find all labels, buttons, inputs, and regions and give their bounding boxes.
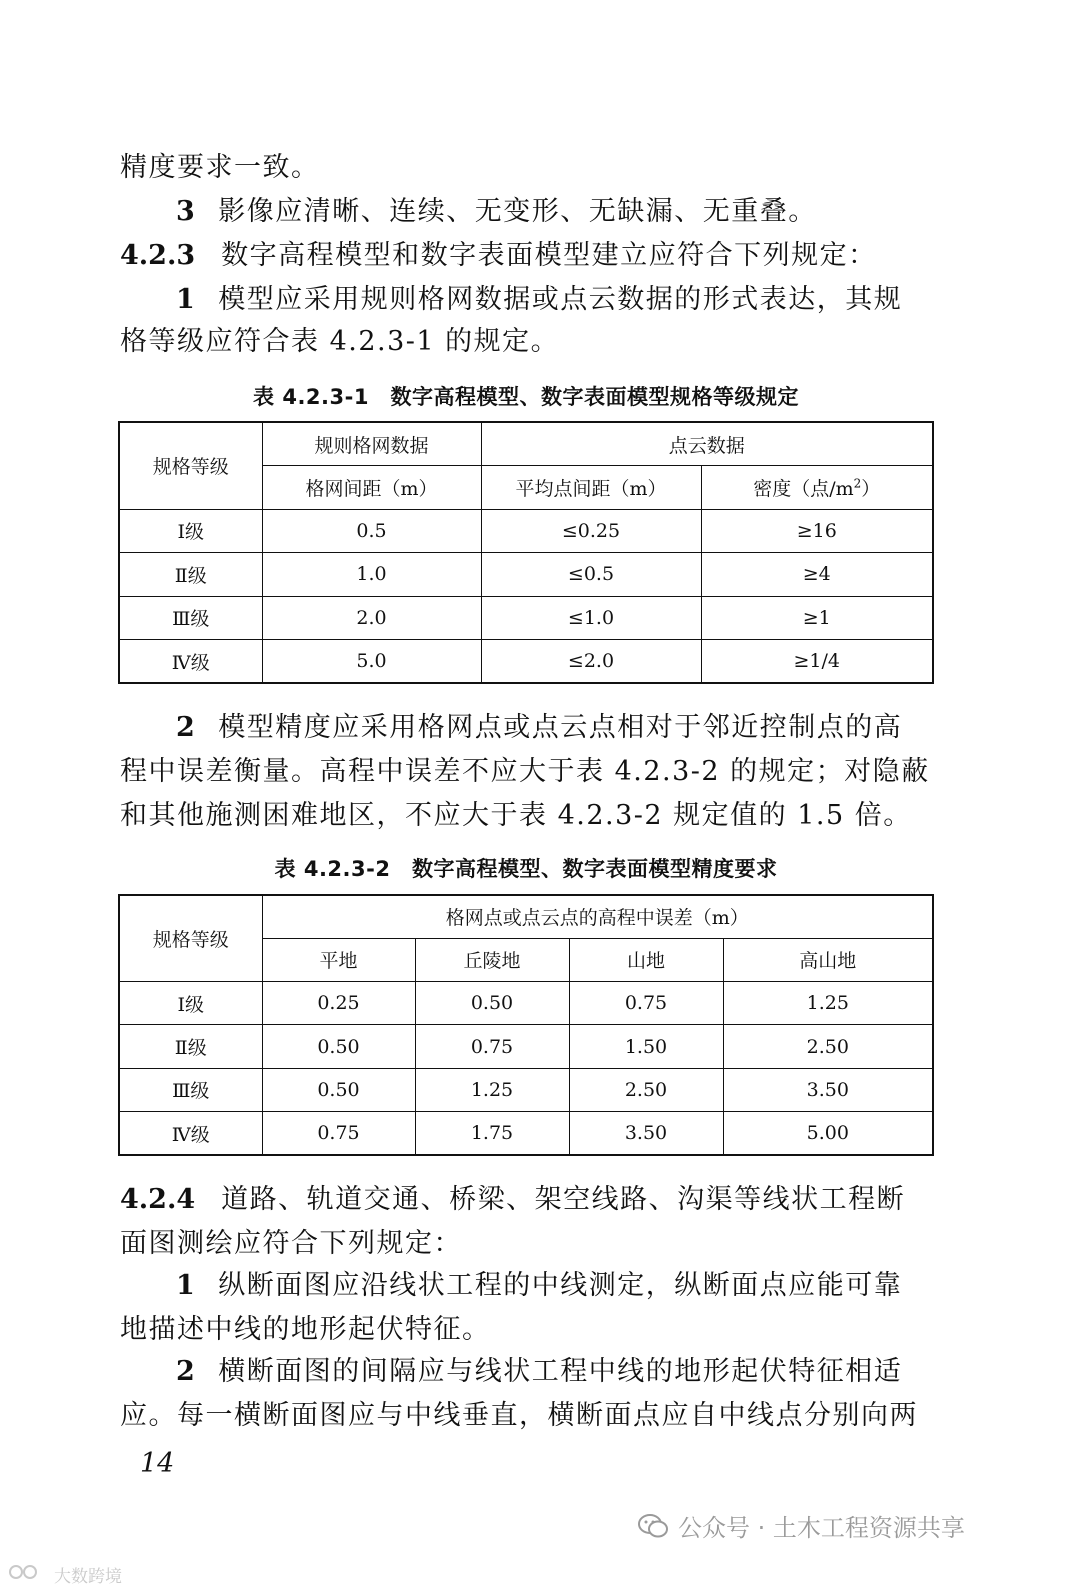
cell-density: ≥1 [701,596,933,640]
cell-grid: 5.0 [262,640,481,684]
subheader-grid-spacing: 格网间距（m） [262,466,481,510]
cell-density: ≥1/4 [701,640,933,684]
cell-mountain: 2.50 [569,1068,723,1111]
item-text: 模型应采用规则格网数据或点云数据的形式表达，其规 [218,284,903,315]
table-row [119,509,933,553]
header-point-cloud: 点云数据 [481,422,933,466]
density-exponent: 2 [853,476,862,491]
logo-icon [8,1563,48,1586]
cell-high: 2.50 [723,1025,933,1068]
cell-avg: ≤0.25 [481,509,701,553]
table-row [119,982,933,1025]
density-suffix: ） [861,477,881,500]
clause-number: 4.2.3 [120,240,196,271]
item-number: 2 [176,712,197,743]
cell-high: 3.50 [723,1068,933,1111]
item-2-line3: 和其他施测困难地区，不应大于表 4.2.3-2 规定值的 1.5 倍。 [120,800,912,831]
table-spec-grades [118,421,934,684]
cell-avg: ≤0.5 [481,553,701,597]
cell-grade: Ⅳ级 [119,640,262,684]
item-2-line2: 程中误差衡量。高程中误差不应大于表 4.2.3-2 的规定；对隐蔽 [120,756,930,787]
table-row [119,640,933,684]
cell-grade: Ⅱ级 [119,553,262,597]
table-accuracy [118,894,934,1156]
table-row [119,1068,933,1111]
clause-4-2-4 [120,1180,935,1220]
cell-mountain: 1.50 [569,1025,723,1068]
subheader-high-mountain: 高山地 [723,938,933,981]
item-text: 影像应清晰、连续、无变形、无缺漏、无重叠。 [218,196,817,227]
wechat-icon [638,1513,668,1539]
item-2-line2: 应。每一横断面图应与中线垂直，横断面点应自中线点分别向两 [120,1400,918,1431]
item-2-line1 [176,708,936,748]
table2-caption: 表 4.2.3-2 数字高程模型、数字表面模型精度要求 [274,857,778,881]
cell-density: ≥4 [701,553,933,597]
item-text: 横断面图的间隔应与线状工程中线的地形起伏特征相适 [218,1356,903,1387]
cell-flat: 0.50 [262,1025,415,1068]
subheader-hill: 丘陵地 [415,938,569,981]
cell-grade: Ⅲ级 [119,1068,262,1111]
cell-hill: 1.75 [415,1112,569,1155]
cell-flat: 0.75 [262,1112,415,1155]
table-row [119,596,933,640]
density-label: 密度（点/m [753,477,854,500]
header-grade: 规格等级 [119,422,262,509]
watermark [638,1508,965,1543]
clause-text: 道路、轨道交通、桥梁、架空线路、沟渠等线状工程断 [221,1184,906,1215]
cell-grid: 1.0 [262,553,481,597]
cell-hill: 0.75 [415,1025,569,1068]
item-1-line1 [176,280,936,320]
header-grade: 规格等级 [119,895,262,982]
clause-text: 数字高程模型和数字表面模型建立应符合下列规定： [221,240,877,271]
cell-grade: Ⅲ级 [119,596,262,640]
item-number: 1 [176,1270,197,1301]
watermark2-text: 大数跨境 [54,1567,122,1587]
table-row [119,1112,933,1155]
cell-grade: Ⅰ级 [119,982,262,1025]
watermark-text: 公众号 · 土木工程资源共享 [678,1514,965,1542]
item-number: 2 [176,1356,197,1387]
item-text: 纵断面图应沿线状工程的中线测定，纵断面点应能可靠 [218,1270,903,1301]
cell-flat: 0.50 [262,1068,415,1111]
item-1-line2: 格等级应符合表 4.2.3-1 的规定。 [120,326,560,357]
subheader-flat: 平地 [262,938,415,981]
subheader-mountain: 山地 [569,938,723,981]
page-number: 14 [140,1448,175,1479]
cell-hill: 1.25 [415,1068,569,1111]
cell-hill: 0.50 [415,982,569,1025]
item-text: 模型精度应采用格网点或点云点相对于邻近控制点的高 [218,712,903,743]
cell-high: 5.00 [723,1112,933,1155]
table1-caption: 表 4.2.3-1 数字高程模型、数字表面模型规格等级规定 [253,385,799,409]
header-elevation-error: 格网点或点云点的高程中误差（m） [262,895,933,938]
item-3 [176,192,936,232]
cell-grade: Ⅱ级 [119,1025,262,1068]
subheader-density [701,466,933,510]
cell-avg: ≤1.0 [481,596,701,640]
cell-high: 1.25 [723,982,933,1025]
clause-number: 4.2.4 [120,1184,196,1215]
watermark-secondary [8,1562,122,1587]
item-1-line2: 地描述中线的地形起伏特征。 [120,1314,491,1345]
clause-4-2-4-line2: 面图测绘应符合下列规定： [120,1228,462,1259]
cell-flat: 0.25 [262,982,415,1025]
subheader-avg-spacing: 平均点间距（m） [481,466,701,510]
cell-grade: Ⅳ级 [119,1112,262,1155]
header-grid-data: 规则格网数据 [262,422,481,466]
paragraph-continuation: 精度要求一致。 [120,152,320,183]
clause-4-2-3 [120,236,935,276]
cell-grid: 2.0 [262,596,481,640]
item-number: 3 [176,196,197,227]
cell-mountain: 3.50 [569,1112,723,1155]
item-2-line1 [176,1352,936,1392]
cell-density: ≥16 [701,509,933,553]
item-1-line1 [176,1266,936,1306]
cell-mountain: 0.75 [569,982,723,1025]
table-row [119,1025,933,1068]
cell-grade: Ⅰ级 [119,509,262,553]
item-number: 1 [176,284,197,315]
cell-avg: ≤2.0 [481,640,701,684]
cell-grid: 0.5 [262,509,481,553]
table-row [119,553,933,597]
